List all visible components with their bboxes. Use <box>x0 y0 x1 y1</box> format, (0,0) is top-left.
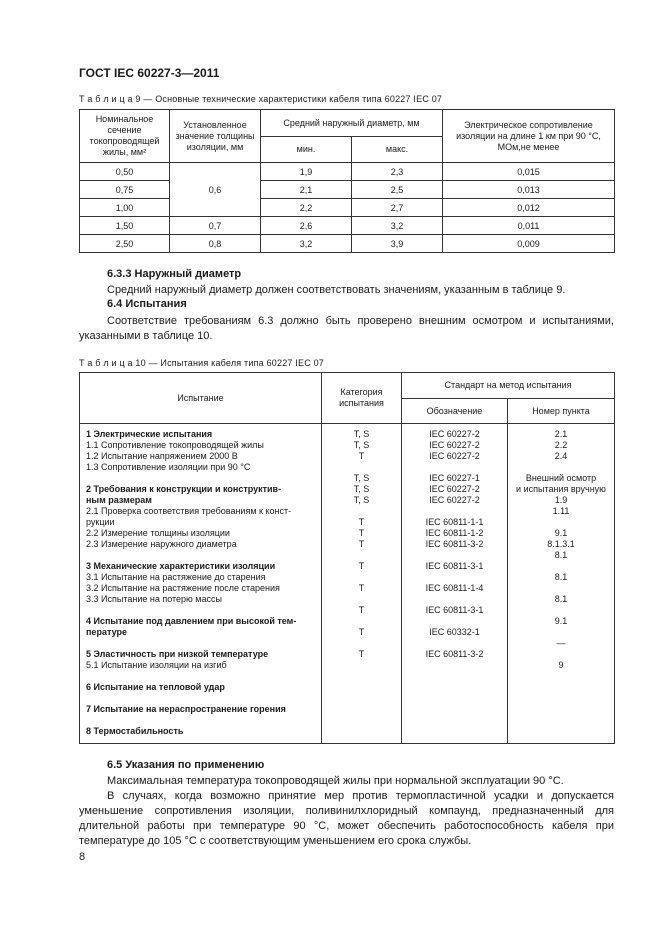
t10-line-clause: 8.1 <box>554 594 568 604</box>
t10-line-clause: 1.11 <box>552 506 570 516</box>
table-row: 0,75 2,1 2,5 0,013 <box>80 181 615 199</box>
t10-line-category: T, S <box>353 429 370 439</box>
t10-line-test: 1.2 Испытание напряжением 2000 В <box>86 451 238 461</box>
t10-header-standard: Стандарт на метод испытания <box>402 373 615 399</box>
t10-line-clause: 1.9 <box>554 495 568 505</box>
t10-line-test: 1.1 Сопротивление токопроводящей жилы <box>86 440 264 450</box>
t9-thickness-merged: 0,6 <box>170 163 261 217</box>
t10-line-test: рукции <box>86 517 115 527</box>
t9-header-min: мин. <box>261 136 352 163</box>
t10-line-clause: 2.4 <box>554 451 568 461</box>
block-gap <box>324 506 399 517</box>
document-header: ГОСТ IEC 60227-3—2011 <box>79 66 220 80</box>
block-gap <box>404 462 505 473</box>
t10-line-test: 3.2 Испытание на растяжение после старения <box>86 583 280 593</box>
t10-header-category: Категория испытания <box>322 373 402 424</box>
t9-header-diameter: Средний наружный диаметр, мм <box>261 110 443 137</box>
section-6-4-title: 6.4 Испытания <box>107 298 187 310</box>
t9-header-max: макс. <box>352 136 443 163</box>
table-row: 1,50 0,7 2,6 3,2 0,011 <box>80 217 615 235</box>
table-9 <box>79 109 615 253</box>
t10-line-test: 3 Механические характеристики изоляции <box>86 561 276 571</box>
t10-line-designation: IEC 60227-2 <box>429 429 480 439</box>
t10-line-test: 7 Испытание на нераспространение горения <box>86 704 286 714</box>
table-10 <box>79 372 615 744</box>
t10-line-test: 2.2 Измерение толщины изоляции <box>86 528 230 538</box>
block-gap <box>86 605 315 616</box>
table-9-caption: Т а б л и ц а 9 — Основные технические характеристики кабеля типа 60227 IEC 07 <box>79 94 443 104</box>
t10-line-category: T, S <box>353 484 370 494</box>
page-number: 8 <box>79 851 86 863</box>
t10-line-designation: IEC 60227-2 <box>429 484 480 494</box>
t10-line-test: 1 Электрические испытания <box>86 429 213 439</box>
t10-line-category: T <box>358 627 365 637</box>
t10-line-clause: 2.2 <box>554 440 568 450</box>
t10-line-clause: 8.1 <box>554 550 568 560</box>
t10-line-designation: IEC 60227-1 <box>429 473 480 483</box>
block-gap <box>324 616 399 627</box>
t10-clause-column <box>508 424 615 744</box>
block-gap <box>86 473 315 484</box>
t10-line-clause: 9.1 <box>554 616 568 626</box>
t10-line-clause: 2.1 <box>554 429 568 439</box>
block-gap <box>324 462 399 473</box>
t10-line-test: 2.3 Измерение наружного диаметра <box>86 539 237 549</box>
block-gap <box>510 583 612 594</box>
t10-designation-column <box>402 424 508 744</box>
t10-line-designation: IEC 60227-2 <box>429 451 480 461</box>
t10-line-clause: — <box>556 638 566 648</box>
t10-line-test: 4 Испытание под давлением при высокой тем- <box>86 616 297 626</box>
section-6-5-text: Максимальная температура токопроводящей жилы при нормальной эксплуатации 90 °С. В случаях, когда возможно принятие мер против термопластичной усадки и допускается уменьшение сопротивления изоляции, поливинилхлоридный компаунд, предназначенный для длительной работы при температуре 90 °С, может обеспечить работоспособность кабеля при температуре до 105 °С с соответствующим уменьшением его срока службы. <box>79 775 614 847</box>
t10-line-test: 1.3 Сопротивление изоляции при 90 °С <box>86 462 251 472</box>
t10-line-test: 3.3 Испытание на потерю массы <box>86 594 222 604</box>
block-gap <box>404 638 505 649</box>
block-gap <box>86 550 315 561</box>
t10-line-designation: IEC 60811-3-2 <box>425 649 484 659</box>
t9-header-resistance: Электрическое сопротивление изоляции на длине 1 км при 90 °С, МОм,не менее <box>443 110 615 163</box>
section-6-3-3-text: Средний наружный диаметр должен соответствовать значениям, указанным в таблице 9. <box>107 284 566 296</box>
t10-line-category: T <box>358 451 365 461</box>
t10-line-test: 6 Испытание на тепловой удар <box>86 682 225 692</box>
t10-line-test: 2 Требования к конструкции и конструктив- <box>86 484 282 494</box>
t10-line-test: ным размерам <box>86 495 152 505</box>
t10-line-designation: IEC 60811-3-1 <box>425 605 484 615</box>
block-gap <box>86 671 315 682</box>
t10-line-test: 8 Термостабильность <box>86 726 184 736</box>
block-gap <box>324 638 399 649</box>
section-6-5-title: 6.5 Указания по применению <box>107 759 265 771</box>
block-gap <box>404 594 505 605</box>
t10-line-category: T <box>358 583 365 593</box>
block-gap <box>404 550 505 561</box>
block-gap <box>404 506 505 517</box>
t10-test-column <box>80 424 322 744</box>
t10-line-designation: IEC 60227-2 <box>429 440 480 450</box>
t10-line-clause: и испытания вручную <box>516 484 606 494</box>
t10-header-test: Испытание <box>80 373 322 424</box>
t10-line-designation: IEC 60811-1-2 <box>425 528 484 538</box>
table-row: 2,50 0,8 3,2 3,9 0,009 <box>80 235 615 253</box>
t10-line-designation: IEC 60811-1-1 <box>425 517 484 527</box>
t10-line-category: T <box>358 649 365 659</box>
block-gap <box>404 572 505 583</box>
t10-line-designation: IEC 60811-1-4 <box>425 583 484 593</box>
t10-line-designation: IEC 60811-3-1 <box>425 561 484 571</box>
t10-line-designation: IEC 60811-3-2 <box>425 539 484 549</box>
t10-line-category: T <box>358 517 365 527</box>
t10-header-clause: Номер пункта <box>508 398 615 424</box>
t10-line-designation: IEC 60227-2 <box>429 495 480 505</box>
t10-body <box>80 424 615 744</box>
t10-line-clause: Внешний осмотр <box>525 473 597 483</box>
t10-line-clause: 9 <box>558 660 564 670</box>
t10-line-category: T <box>358 561 365 571</box>
t10-line-category: T <box>358 605 365 615</box>
block-gap <box>510 649 612 660</box>
block-gap <box>324 572 399 583</box>
t10-line-clause: 9.1 <box>554 528 568 538</box>
t10-line-category: T, S <box>353 495 370 505</box>
t10-line-test: пературе <box>86 627 127 637</box>
t10-line-test: 2.1 Проверка соответствия требованиям к конст- <box>86 506 292 516</box>
section-6-4-text: Соответствие требованиям 6.3 должно быть проверено внешним осмотром и испытаниями, указанными в таблице 10. <box>79 315 614 342</box>
t10-header-designation: Обозначение <box>402 398 508 424</box>
block-gap <box>404 616 505 627</box>
t10-line-category: T <box>358 528 365 538</box>
block-gap <box>510 462 612 473</box>
table-row: 0,50 0,6 1,9 2,3 0,015 <box>80 163 615 181</box>
block-gap <box>510 627 612 638</box>
table-row: 1,00 2,2 2,7 0,012 <box>80 199 615 217</box>
t10-line-designation: IEC 60332-1 <box>429 627 480 637</box>
t9-header-section: Номинальное сечение токопроводящей жилы, мм² <box>80 110 170 163</box>
block-gap <box>510 561 612 572</box>
block-gap <box>86 693 315 704</box>
block-gap <box>86 715 315 726</box>
block-gap <box>510 517 612 528</box>
block-gap <box>510 605 612 616</box>
t10-category-column <box>322 424 402 744</box>
t10-line-category: T, S <box>353 473 370 483</box>
t10-line-category: T, S <box>353 440 370 450</box>
t10-line-category: T <box>358 539 365 549</box>
block-gap <box>86 638 315 649</box>
t10-line-clause: 8.1.3.1 <box>547 539 575 549</box>
section-6-3-3-title: 6.3.3 Наружный диаметр <box>107 268 242 280</box>
table-10-caption: Т а б л и ц а 10 — Испытания кабеля типа 60227 IEC 07 <box>79 358 325 368</box>
t10-line-clause: 8.1 <box>554 572 568 582</box>
t10-line-test: 3.1 Испытание на растяжение до старения <box>86 572 266 582</box>
block-gap <box>324 594 399 605</box>
t10-line-test: 5 Эластичность при низкой температуре <box>86 649 269 659</box>
t10-line-test: 5.1 Испытание изоляции на изгиб <box>86 660 227 670</box>
t9-header-thickness: Установленное значение толщины изоляции, мм <box>170 110 261 163</box>
block-gap <box>324 550 399 561</box>
